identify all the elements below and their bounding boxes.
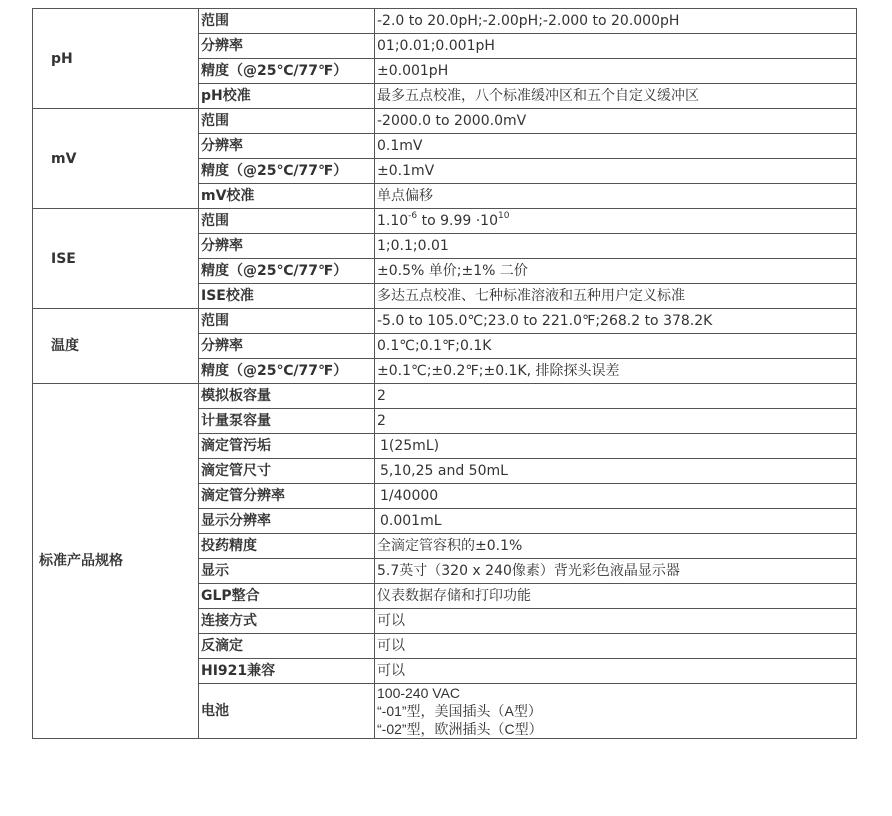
battery-line: “-02”型，欧洲插头（C型） [377,721,543,737]
row-label: 滴定管尺寸 [199,459,375,484]
row-value: 5,10,25 and 50mL [375,459,857,484]
row-label: 投药精度 [199,534,375,559]
row-value: 0.1℃;0.1℉;0.1K [375,334,857,359]
row-value: 可以 [375,609,857,634]
row-value: 1(25mL) [375,434,857,459]
exponent-high: 10 [498,211,510,222]
row-label: pH校准 [199,84,375,109]
row-value: ±0.1mV [375,159,857,184]
row-value: 2 [375,384,857,409]
row-value: 单点偏移 [375,184,857,209]
row-value: 0.1mV [375,134,857,159]
row-value: ±0.1℃;±0.2℉;±0.1K, 排除探头误差 [375,359,857,384]
row-value: 5.7英寸（320 x 240像素）背光彩色液晶显示器 [375,559,857,584]
battery-value [375,684,857,739]
range-middle: to 9.99 ·10 [417,213,498,229]
row-value: ±0.5% 单价;±1% 二价 [375,259,857,284]
row-value: 2 [375,409,857,434]
category-standard-specs: 标准产品规格 [33,384,199,739]
row-label: 精度（@25℃/77℉） [199,359,375,384]
row-label: 反滴定 [199,634,375,659]
row-value: 1;0.1;0.01 [375,234,857,259]
range-low: 1.10 [377,213,409,229]
battery-line: 100-240 VAC [377,685,461,701]
row-label: 精度（@25℃/77℉） [199,59,375,84]
row-label: 范围 [199,309,375,334]
spec-table [32,8,857,739]
row-value: -2.0 to 20.0pH;-2.00pH;-2.000 to 20.000pH [375,9,857,34]
row-label: 分辨率 [199,334,375,359]
row-value: 全滴定管容积的±0.1% [375,534,857,559]
category-mv: mV [33,109,199,209]
row-label: 显示分辨率 [199,509,375,534]
row-value: 1/40000 [375,484,857,509]
row-label: 连接方式 [199,609,375,634]
category-ise: ISE [33,209,199,309]
row-value [375,209,857,234]
category-ph: pH [33,9,199,109]
row-label: 电池 [199,684,375,739]
row-label: 范围 [199,109,375,134]
row-label: GLP整合 [199,584,375,609]
row-label: ISE校准 [199,284,375,309]
row-value: 仪表数据存储和打印功能 [375,584,857,609]
table-row [33,309,857,334]
row-label: 精度（@25℃/77℉） [199,159,375,184]
row-label: 精度（@25℃/77℉） [199,259,375,284]
exponent-low: -6 [408,211,418,222]
table-row [33,9,857,34]
table-row [33,384,857,409]
row-label: mV校准 [199,184,375,209]
row-label: 范围 [199,209,375,234]
row-value: ±0.001pH [375,59,857,84]
row-value: 01;0.01;0.001pH [375,34,857,59]
row-value: 可以 [375,634,857,659]
row-label: 显示 [199,559,375,584]
row-label: 分辨率 [199,134,375,159]
table-row [33,109,857,134]
row-value: 最多五点校准，八个标准缓冲区和五个自定义缓冲区 [375,84,857,109]
row-value: 多达五点校准、七种标准溶液和五种用户定义标准 [375,284,857,309]
row-label: 范围 [199,9,375,34]
row-label: HI921兼容 [199,659,375,684]
category-temperature: 温度 [33,309,199,384]
row-value: -5.0 to 105.0℃;23.0 to 221.0℉;268.2 to 378.2K [375,309,857,334]
row-label: 计量泵容量 [199,409,375,434]
battery-line: “-01”型，美国插头（A型） [377,703,542,719]
row-label: 分辨率 [199,34,375,59]
row-label: 分辨率 [199,234,375,259]
row-label: 滴定管污垢 [199,434,375,459]
table-row [33,209,857,234]
row-label: 滴定管分辨率 [199,484,375,509]
row-value: 0.001mL [375,509,857,534]
row-value: -2000.0 to 2000.0mV [375,109,857,134]
row-value: 可以 [375,659,857,684]
row-label: 模拟板容量 [199,384,375,409]
